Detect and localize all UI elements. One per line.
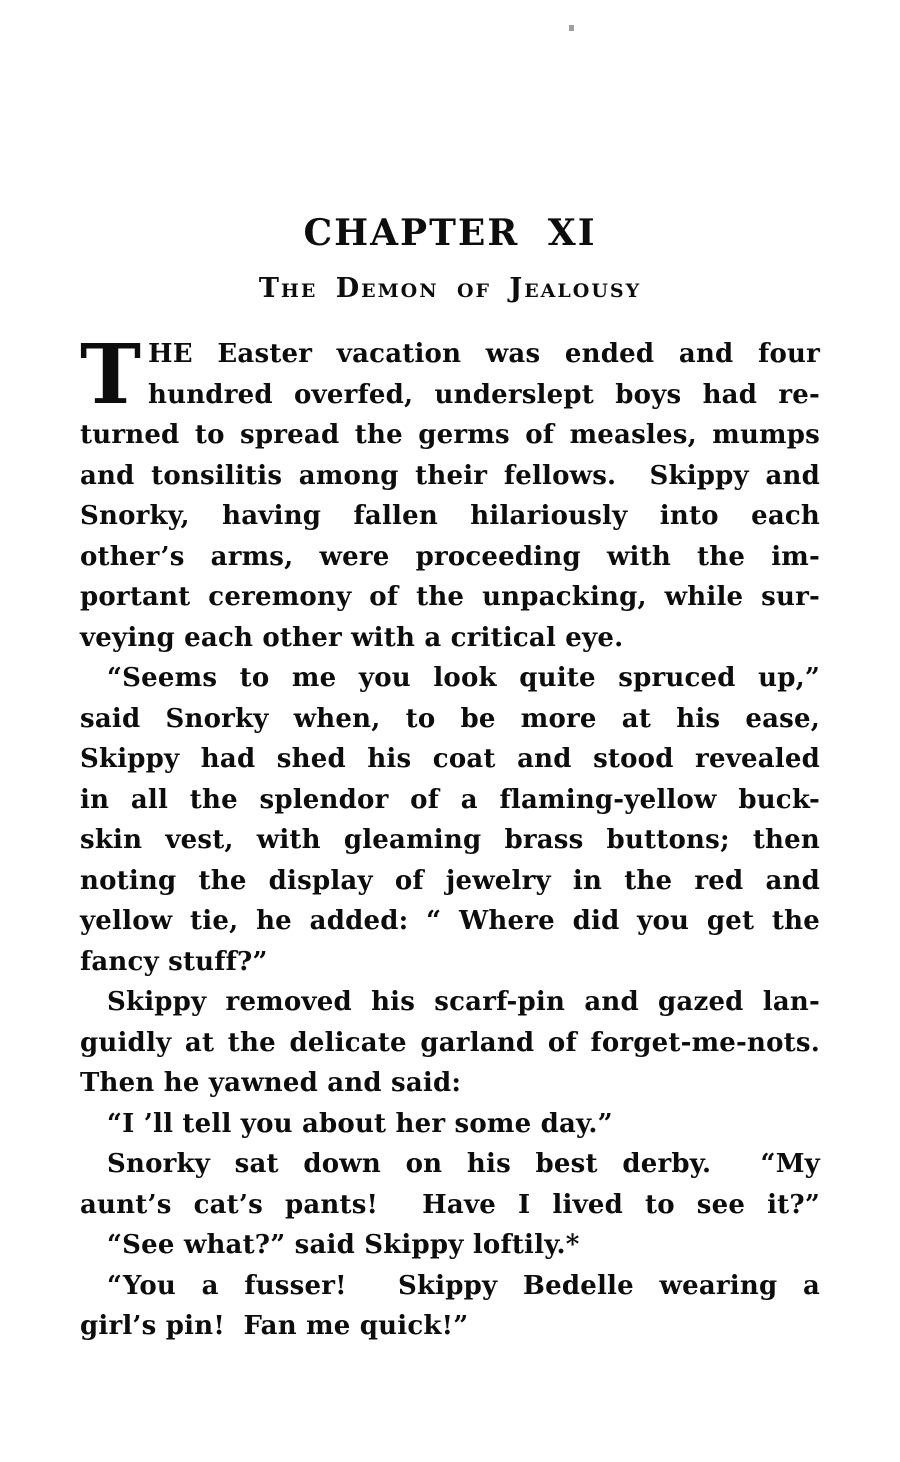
text-line: noting the display of jewelry in the red and	[80, 865, 820, 896]
text-line: and tonsilitis among their fellows. Skippy and	[80, 460, 820, 491]
text-line: skin vest, with gleaming brass buttons; then	[80, 825, 820, 855]
text-line: “You a fusser! Skippy Bedelle wearing a	[107, 1270, 820, 1301]
scan-speck	[569, 25, 574, 31]
text-line: girl’s pin! Fan me quick!”	[80, 1311, 469, 1341]
text-lines	[80, 327, 820, 1347]
text-line: veying each other with a critical eye.	[80, 622, 624, 653]
text-line: “I ’ll tell you about her some day.”	[107, 1108, 613, 1139]
text-line: Then he yawned and said:	[80, 1068, 462, 1098]
text-line: turned to spread the germs of measles, mumps	[80, 420, 820, 450]
text-line: “See what?” said Skippy loftily.*	[107, 1230, 580, 1260]
text-line: yellow tie, he added: “ Where did you get the	[80, 906, 820, 936]
chapter-subheading: The Demon of Jealousy	[258, 273, 642, 304]
chapter-heading: CHAPTER XI	[303, 212, 597, 254]
text-line: guidly at the delicate garland of forget-me-nots.	[80, 1027, 820, 1058]
text-line: said Snorky when, to be more at his ease,	[80, 703, 820, 734]
text-line: aunt’s cat’s pants! Have I lived to see it?”	[80, 1189, 820, 1220]
text-line: HE Easter vacation was ended and four	[148, 339, 820, 369]
text-line: Skippy removed his scarf-pin and gazed lan-	[107, 987, 820, 1017]
text-line: fancy stuff?”	[80, 946, 268, 977]
text-line: Snorky, having fallen hilariously into each	[80, 501, 820, 531]
text-line: in all the splendor of a flaming-yellow buck-	[80, 784, 820, 815]
text-line: Skippy had shed his coat and stood revealed	[80, 744, 820, 774]
text-line: other’s arms, were proceeding with the im-	[80, 541, 820, 572]
text-line: Snorky sat down on his best derby. “My	[107, 1149, 820, 1179]
body-text	[80, 327, 820, 1347]
drop-cap: T	[80, 327, 142, 423]
text-line: hundred overfed, underslept boys had re-	[148, 379, 820, 410]
text-line: “Seems to me you look quite spruced up,”	[107, 663, 820, 693]
text-line: portant ceremony of the unpacking, while sur-	[80, 582, 820, 612]
